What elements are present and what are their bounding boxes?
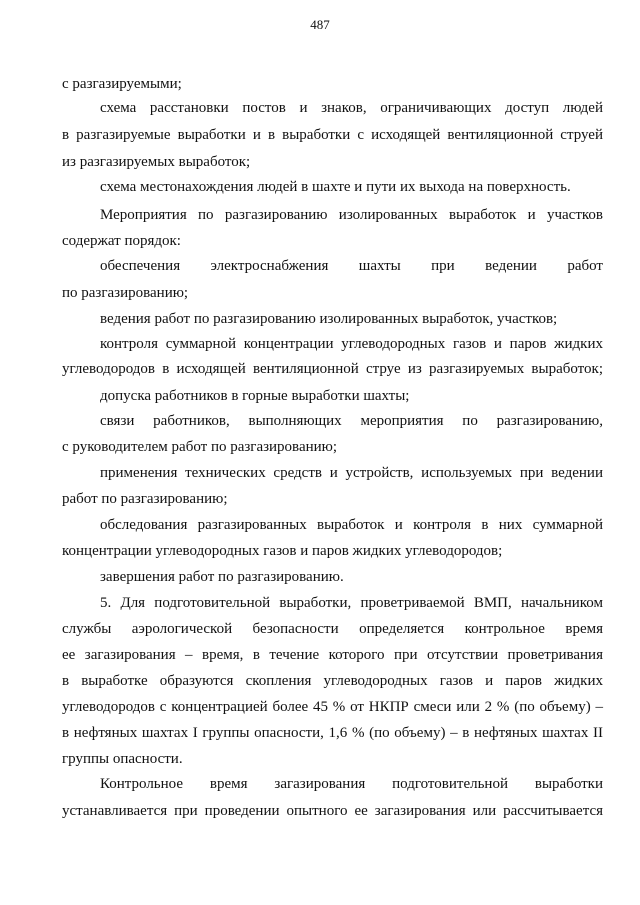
text-line: схема расстановки постов и знаков, ограничивающих доступ людей <box>100 100 603 116</box>
text-line: содержат порядок: <box>62 233 181 249</box>
text-line: работ по разгазированию; <box>62 491 228 507</box>
text-line: в нефтяных шахтах I группы опасности, 1,6 % (по объему) – в нефтяных шахтах II <box>62 725 603 741</box>
text-line: в выработке образуются скопления углеводородных газов и паров жидких <box>62 673 603 689</box>
text-line: с руководителем работ по разгазированию; <box>62 439 338 455</box>
text-line: Мероприятия по разгазированию изолированных выработок и участков <box>100 207 603 223</box>
text-line: углеводородов с концентрацией более 45 % от НКПР смеси или 2 % (по объему) – <box>62 699 603 715</box>
text-line: применения технических средств и устройств, используемых при ведении <box>100 465 603 481</box>
text-line: ведения работ по разгазированию изолированных выработок, участков; <box>100 311 558 327</box>
text-line: связи работников, выполняющих мероприятия по разгазированию, <box>100 413 603 429</box>
page-number: 487 <box>310 17 330 32</box>
text-line: группы опасности. <box>62 751 183 767</box>
text-line: устанавливается при проведении опытного ее загазирования или рассчитывается <box>62 803 603 819</box>
text-line: по разгазированию; <box>62 285 189 301</box>
text-line: концентрации углеводородных газов и паров жидких углеводородов; <box>62 543 503 559</box>
text-line: схема местонахождения людей в шахте и пути их выхода на поверхность. <box>100 179 571 195</box>
text-line: из разгазируемых выработок; <box>62 154 251 170</box>
text-line: контроля суммарной концентрации углеводородных газов и паров жидких <box>100 336 603 352</box>
text-line: в разгазируемые выработки и в выработки с исходящей вентиляционной струей <box>62 127 603 143</box>
text-line: 5. Для подготовительной выработки, проветриваемой ВМП, начальником <box>100 595 603 611</box>
text-line: завершения работ по разгазированию. <box>100 569 344 585</box>
text-line: допуска работников в горные выработки шахты; <box>100 388 410 404</box>
text-line: обеспечения электроснабжения шахты при ведении работ <box>100 258 603 274</box>
text-line: ее загазирования – время, в течение которого при отсутствии проветривания <box>62 647 603 663</box>
text-line: службы аэрологической безопасности определяется контрольное время <box>62 621 603 637</box>
text-line: с разгазируемыми; <box>62 76 182 92</box>
text-line: обследования разгазированных выработок и контроля в них суммарной <box>100 517 603 533</box>
text-line: Контрольное время загазирования подготовительной выработки <box>100 776 603 792</box>
text-line: углеводородов в исходящей вентиляционной струе из разгазируемых выработок; <box>62 361 603 377</box>
